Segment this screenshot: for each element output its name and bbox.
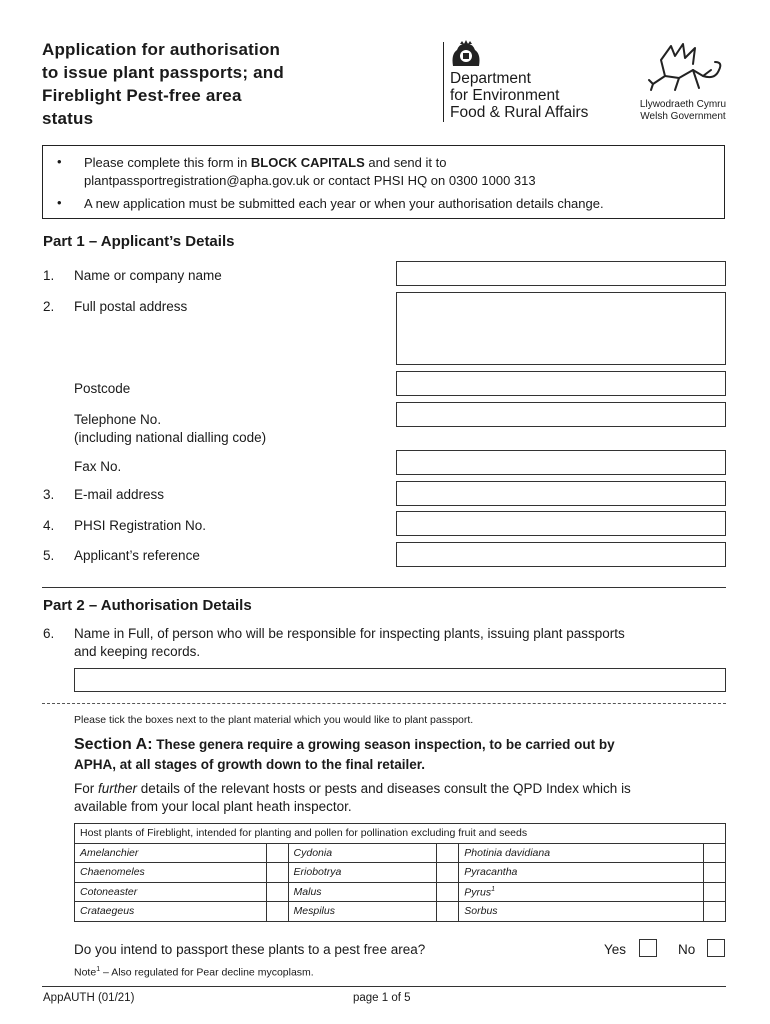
yes-checkbox[interactable] — [639, 939, 657, 957]
postcode-label: Postcode — [74, 381, 131, 396]
host-name: Amelanchier — [75, 843, 267, 863]
q2-label: Full postal address — [74, 299, 188, 314]
further-emphasis: further — [98, 781, 138, 796]
wales-line: Llywodraeth Cymru — [639, 99, 727, 110]
title-line: status — [42, 109, 94, 128]
footnote-marker: 1 — [96, 966, 101, 973]
part1-heading: Part 1 – Applicant’s Details — [43, 233, 235, 250]
company-name-input[interactable] — [396, 261, 726, 286]
welsh-dragon-icon — [645, 40, 727, 98]
instructions-box — [42, 145, 725, 219]
host-name-text: Pyrus — [464, 886, 492, 898]
q3-number: 3. — [43, 487, 55, 502]
bullet: • — [57, 154, 62, 169]
host-name: Sorbus — [459, 902, 704, 922]
email-input[interactable] — [396, 481, 726, 506]
postal-address-input[interactable] — [396, 292, 726, 365]
inspector-name-input[interactable] — [74, 668, 726, 692]
defra-line: Food & Rural Affairs — [450, 104, 589, 121]
q6-number: 6. — [43, 626, 55, 641]
instruction-text: and send it to — [364, 155, 447, 170]
host-name: Eriobotrya — [288, 863, 437, 883]
footer-divider — [42, 986, 726, 987]
instruction-line — [84, 154, 446, 172]
host-name: Pyracantha — [459, 863, 704, 883]
dashed-divider — [42, 703, 726, 704]
fax-input[interactable] — [396, 450, 726, 475]
fax-label: Fax No. — [74, 459, 122, 474]
pest-free-question: Do you intend to passport these plants to a pest free area? — [74, 942, 426, 957]
host-plants-table — [74, 823, 726, 922]
section-a-text-line2: APHA, at all stages of growth down to the final retailer. — [74, 757, 426, 772]
host-name: Photinia davidiana — [459, 843, 704, 863]
section-a-text: These genera require a growing season inspection, to be carried out by — [152, 737, 615, 752]
q3-label: E-mail address — [74, 487, 165, 502]
host-checkbox[interactable] — [437, 863, 459, 883]
host-checkbox[interactable] — [704, 863, 726, 883]
defra-line: for Environment — [450, 87, 560, 104]
form-title — [42, 38, 372, 130]
no-checkbox[interactable] — [707, 939, 725, 957]
yes-label: Yes — [604, 942, 627, 957]
welsh-government-text — [638, 99, 728, 123]
table-header-row — [75, 824, 726, 844]
q1-number: 1. — [43, 268, 55, 283]
host-checkbox[interactable] — [704, 902, 726, 922]
instruction-text: Please complete this form in — [84, 155, 251, 170]
further-text: details of the relevant hosts or pests and diseases consult the QPD Index which is — [137, 781, 631, 796]
host-name: Chaenomeles — [75, 863, 267, 883]
telephone-input[interactable] — [396, 402, 726, 427]
title-line: Application for authorisation — [42, 40, 281, 59]
q6-label-line1: Name in Full, of person who will be responsible for inspecting plants, issuing plant passports — [74, 626, 625, 641]
section-a-label: Section A: — [74, 736, 153, 753]
footnote-marker: 1 — [491, 885, 496, 893]
host-checkbox[interactable] — [266, 843, 288, 863]
host-name: Cydonia — [288, 843, 437, 863]
host-name: Mespilus — [288, 902, 437, 922]
footnote-text: Note — [74, 966, 97, 979]
postcode-input[interactable] — [396, 371, 726, 396]
footnote-text: – Also regulated for Pear decline mycoplasm. — [100, 966, 314, 979]
q5-label: Applicant’s reference — [74, 548, 200, 563]
host-checkbox[interactable] — [266, 863, 288, 883]
tick-instruction: Please tick the boxes next to the plant material which you would like to plant passport. — [74, 714, 474, 726]
defra-line: Department — [450, 70, 531, 87]
host-name-pyrus — [459, 882, 704, 902]
part-divider — [42, 587, 726, 588]
royal-crest-icon — [449, 40, 483, 70]
telephone-note: (including national dialling code) — [74, 430, 267, 445]
title-line: to issue plant passports; and — [42, 63, 284, 82]
table-row — [75, 863, 726, 883]
host-name: Malus — [288, 882, 437, 902]
defra-logo-text — [450, 70, 588, 121]
q4-label: PHSI Registration No. — [74, 518, 207, 533]
host-name: Crataegeus — [75, 902, 267, 922]
host-checkbox[interactable] — [437, 843, 459, 863]
host-name: Cotoneaster — [75, 882, 267, 902]
wales-line: Welsh Government — [640, 111, 726, 122]
host-checkbox[interactable] — [437, 882, 459, 902]
form-code: AppAUTH (01/21) — [43, 992, 135, 1004]
table-row — [75, 882, 726, 902]
host-checkbox[interactable] — [266, 902, 288, 922]
q1-label: Name or company name — [74, 268, 222, 283]
applicant-reference-input[interactable] — [396, 542, 726, 567]
phsi-registration-input[interactable] — [396, 511, 726, 536]
title-line: Fireblight Pest-free area — [42, 86, 242, 105]
instruction-renewal: A new application must be submitted each year or when your authorisation details change. — [84, 196, 604, 211]
further-details-line2: available from your local plant heath inspector. — [74, 799, 352, 814]
host-checkbox[interactable] — [437, 902, 459, 922]
no-label: No — [678, 942, 696, 957]
q2-number: 2. — [43, 299, 55, 314]
bullet: • — [57, 195, 62, 210]
instruction-emphasis: BLOCK CAPITALS — [250, 155, 365, 170]
instruction-contact: plantpassportregistration@apha.gov.uk or contact PHSI HQ on 0300 1000 313 — [84, 173, 536, 188]
table-row — [75, 843, 726, 863]
further-text: For — [74, 781, 99, 796]
defra-divider — [443, 42, 444, 122]
page-number: page 1 of 5 — [353, 992, 411, 1004]
part2-heading: Part 2 – Authorisation Details — [43, 597, 252, 614]
q4-number: 4. — [43, 518, 55, 533]
further-details — [74, 781, 631, 796]
host-checkbox[interactable] — [266, 882, 288, 902]
q6-label-line2: and keeping records. — [74, 644, 201, 659]
host-checkbox[interactable] — [704, 843, 726, 863]
host-checkbox[interactable] — [704, 882, 726, 902]
telephone-label: Telephone No. — [74, 412, 162, 427]
table-row — [75, 902, 726, 922]
footnote — [74, 966, 314, 979]
q5-number: 5. — [43, 548, 55, 563]
table-header: Host plants of Fireblight, intended for planting and pollen for pollination excluding fruit and seeds — [75, 824, 726, 844]
section-a-heading — [74, 736, 734, 754]
